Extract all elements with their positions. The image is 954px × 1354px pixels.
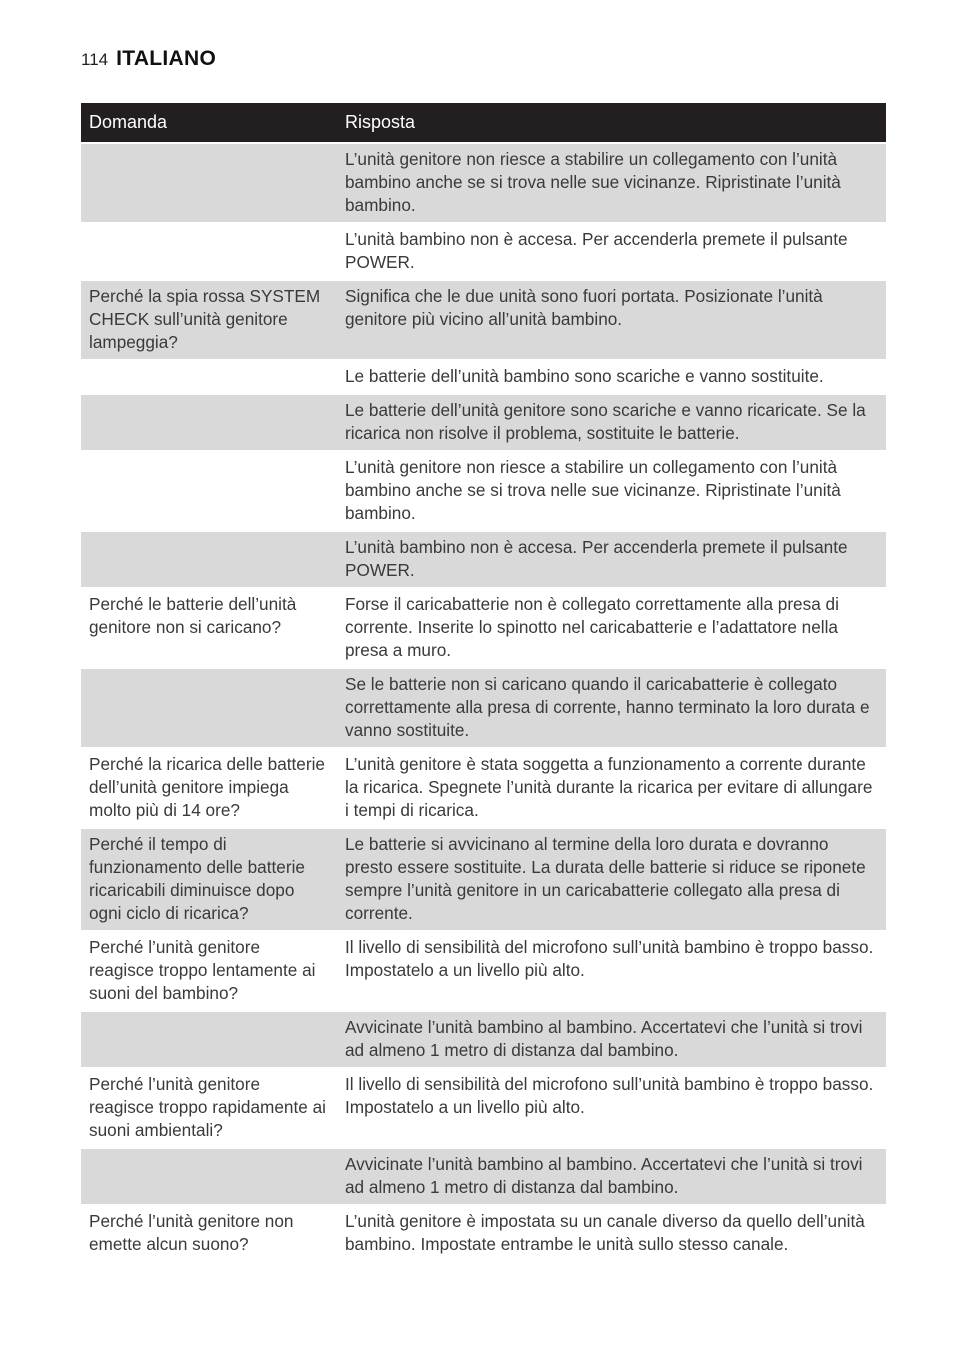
table-header [81,103,886,144]
answer-cell: Le batterie dell’unità bambino sono scariche e vanno sostituite. [345,366,824,386]
answer-cell: Avvicinate l’unità bambino al bambino. Accertatevi che l’unità si trovi ad almeno 1 metro di distanza dal bambino. [345,1154,863,1197]
question-cell: Perché le batterie dell’unità genitore non si caricano? [89,594,297,637]
answer-cell: Il livello di sensibilità del microfono sull’unità bambino è troppo basso. Impostatelo a un livello più alto. [345,937,874,980]
table-row [81,669,886,749]
question-cell [81,395,337,450]
table-row [81,749,886,829]
page-number: 114 [81,50,109,69]
table-body [81,144,886,1286]
question-cell: Perché la ricarica delle batterie dell’unità genitore impiega molto più di 14 ore? [89,754,325,820]
table-row [81,589,886,669]
table-row [81,395,886,452]
question-cell [81,669,337,747]
table-row [81,452,886,532]
answer-cell: Il livello di sensibilità del microfono sull’unità bambino è troppo basso. Impostatelo a un livello più alto. [345,1074,874,1117]
question-cell: Perché la spia rossa SYSTEM CHECK sull’unità genitore lampeggia? [89,286,321,352]
table-row [81,224,886,281]
answer-cell: Le batterie si avvicinano al termine della loro durata e dovranno presto essere sostituite. La durata delle batterie si riduce se riponete sempre l’unità genitore in un caricabatterie collegato alla presa di corrente. [345,834,866,923]
table-row [81,281,886,361]
question-cell [81,532,337,587]
page-language-title: ITALIANO [116,47,217,70]
troubleshooting-table [81,103,886,1286]
question-cell: Perché il tempo di funzionamento delle batterie ricaricabili diminuisce dopo ogni ciclo di ricarica? [89,834,305,923]
answer-cell: L’unità bambino non è accesa. Per accenderla premete il pulsante POWER. [345,537,848,580]
question-cell [81,1012,337,1067]
table-row [81,361,886,395]
column-header-question: Domanda [89,112,168,132]
question-cell: Perché l’unità genitore reagisce troppo rapidamente ai suoni ambientali? [89,1074,326,1140]
table-row [81,532,886,589]
question-cell: Perché l’unità genitore non emette alcun suono? [89,1211,294,1254]
answer-cell: L’unità genitore è impostata su un canale diverso da quello dell’unità bambino. Impostate entrambe le unità sullo stesso canale. [345,1211,865,1254]
question-cell [81,144,337,222]
answer-cell: L’unità genitore non riesce a stabilire un collegamento con l’unità bambino anche se si trova nelle sue vicinanze. Ripristinate l’unità bambino. [345,149,841,215]
answer-cell: Se le batterie non si caricano quando il caricabatterie è collegato correttamente alla presa di corrente, hanno terminato la loro durata e vanno sostituite. [345,674,870,740]
table-row [81,144,886,224]
question-cell [81,452,337,530]
table-row [81,829,886,932]
column-header-answer: Risposta [345,112,416,132]
question-cell: Perché l’unità genitore reagisce troppo lentamente ai suoni del bambino? [89,937,316,1003]
answer-cell: Avvicinate l’unità bambino al bambino. Accertatevi che l’unità si trovi ad almeno 1 metro di distanza dal bambino. [345,1017,863,1060]
answer-cell: L’unità genitore è stata soggetta a funzionamento a corrente durante la ricarica. Spegnete l’unità durante la ricarica per evitare di allungare i tempi di ricarica. [345,754,873,820]
page-header [81,47,216,71]
question-cell [81,1149,337,1204]
table-row [81,1149,886,1206]
answer-cell: Forse il caricabatterie non è collegato correttamente alla presa di corrente. Inserite lo spinotto nel caricabatterie e l’adattatore nella presa a muro. [345,594,839,660]
table-row [81,932,886,1012]
answer-cell: Le batterie dell’unità genitore sono scariche e vanno ricaricate. Se la ricarica non risolve il problema, sostituite le batterie. [345,400,866,443]
answer-cell: Significa che le due unità sono fuori portata. Posizionate l’unità genitore più vicino all’unità bambino. [345,286,823,329]
answer-cell: L’unità bambino non è accesa. Per accenderla premete il pulsante POWER. [345,229,848,272]
table-row [81,1012,886,1069]
table-row [81,1069,886,1149]
question-cell [81,361,337,393]
answer-cell: L’unità genitore non riesce a stabilire un collegamento con l’unità bambino anche se si trova nelle sue vicinanze. Ripristinate l’unità bambino. [345,457,841,523]
table-row [81,1206,886,1286]
question-cell [81,224,337,279]
